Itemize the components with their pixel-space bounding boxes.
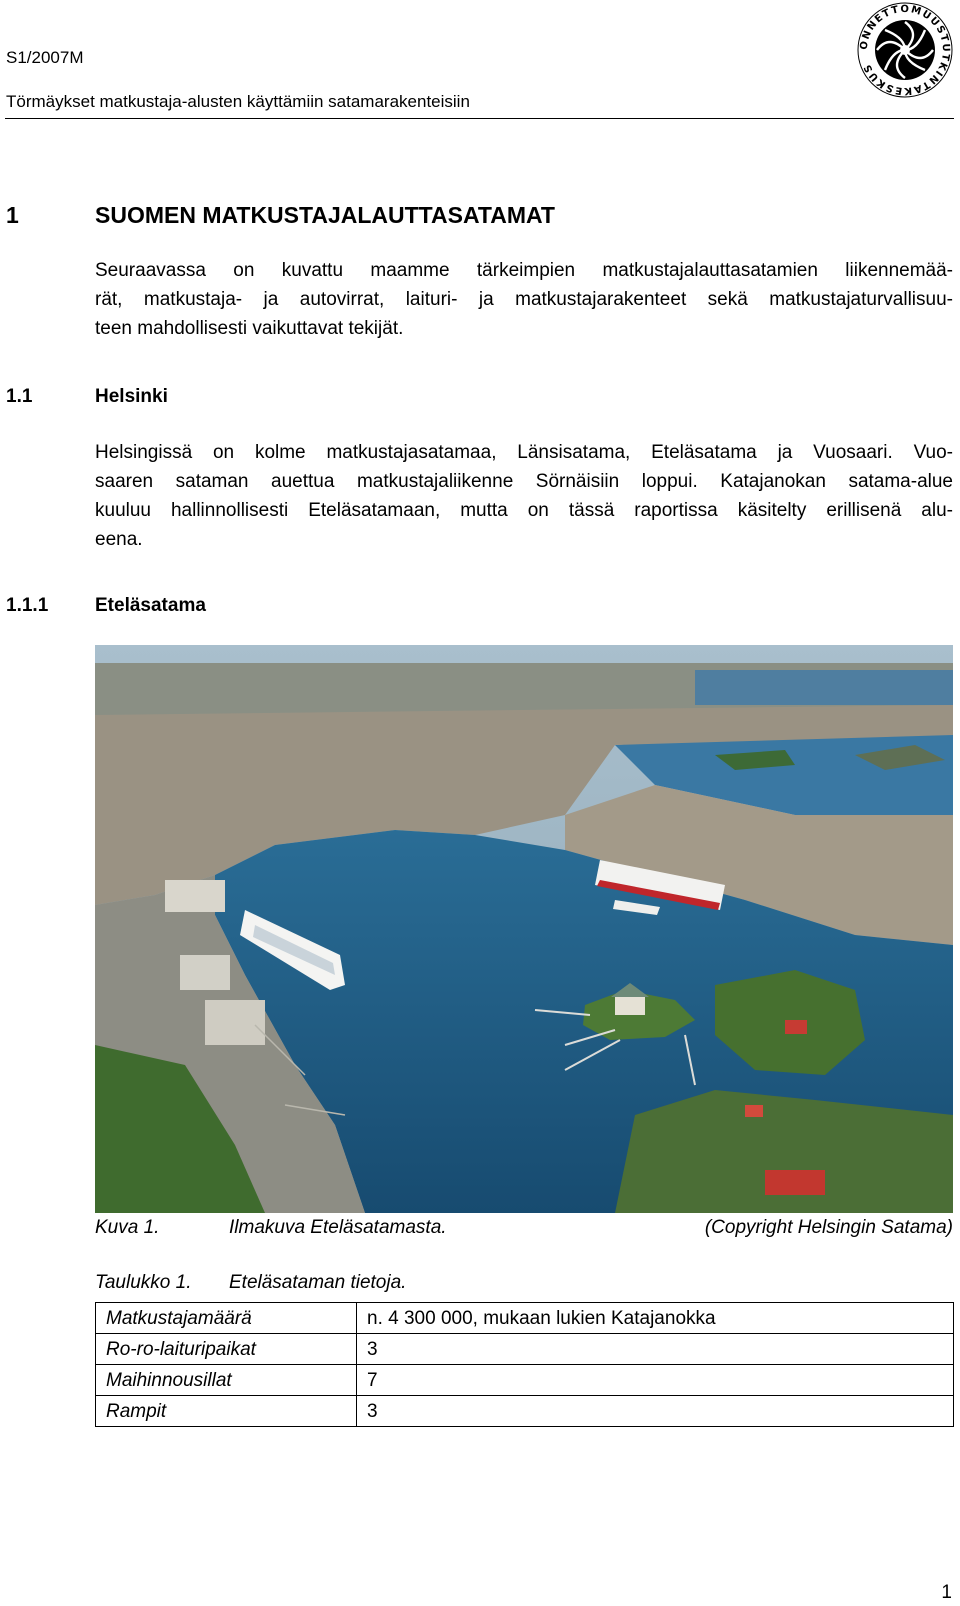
table-value: 7 bbox=[357, 1365, 954, 1396]
section-1-number: 1 bbox=[6, 202, 19, 228]
paragraph-line: Seuraavassa on kuvattu maamme tärkeimpien matkustajalauttasatamien liikennemää- bbox=[95, 260, 953, 281]
figure-copyright: (Copyright Helsingin Satama) bbox=[704, 1217, 953, 1238]
section-1-1-number: 1.1 bbox=[6, 386, 33, 407]
table-row bbox=[96, 1303, 954, 1334]
table-row bbox=[96, 1396, 954, 1427]
section-1-heading: SUOMEN MATKUSTAJALAUTTASATAMAT bbox=[95, 202, 555, 228]
paragraph-line: eena. bbox=[95, 529, 143, 550]
aerial-harbour-illustration bbox=[95, 645, 953, 1213]
section-1-paragraph bbox=[95, 256, 953, 343]
table-row bbox=[96, 1365, 954, 1396]
paragraph-line: Helsingissä on kolme matkustajasatamaa, Länsisatama, Eteläsatama ja Vuosaari. Vuo- bbox=[95, 442, 953, 463]
table-key: Maihinnousillat bbox=[96, 1365, 357, 1396]
table-value: n. 4 300 000, mukaan lukien Katajanokka bbox=[357, 1303, 954, 1334]
document-code: S1/2007M bbox=[6, 48, 84, 67]
header-divider bbox=[5, 118, 954, 119]
logo-ring-text: ONNETTOMUUSTUTKINTAKESKUS bbox=[858, 3, 952, 97]
page-number: 1 bbox=[941, 1582, 952, 1603]
agency-seal-icon bbox=[855, 0, 955, 100]
table-key: Ro-ro-laituripaikat bbox=[96, 1334, 357, 1365]
table-value: 3 bbox=[357, 1396, 954, 1427]
table-key: Matkustajamäärä bbox=[96, 1303, 357, 1334]
table-value: 3 bbox=[357, 1334, 954, 1365]
paragraph-line: saaren sataman auettua matkustajaliikenne Sörnäisiin loppui. Katajanokan satama-alue bbox=[95, 471, 953, 492]
section-1-1-heading: Helsinki bbox=[95, 386, 168, 407]
table-label: Taulukko 1. bbox=[95, 1272, 192, 1293]
table-row bbox=[96, 1334, 954, 1365]
agency-logo bbox=[855, 0, 955, 100]
section-1-1-paragraph bbox=[95, 438, 953, 554]
table-title: Eteläsataman tietoja. bbox=[229, 1272, 407, 1293]
paragraph-line: teen mahdollisesti vaikuttavat tekijät. bbox=[95, 318, 404, 339]
paragraph-line: kuuluu hallinnollisesti Eteläsatamaan, mutta on tässä raportissa käsitelty erillisenä alu- bbox=[95, 500, 953, 521]
paragraph-line: rät, matkustaja- ja autovirrat, laituri- ja matkustajarakenteet sekä matkustajaturvallisuu- bbox=[95, 289, 953, 310]
table-key: Rampit bbox=[96, 1396, 357, 1427]
harbour-info-table bbox=[95, 1302, 954, 1427]
figure-text: Ilmakuva Eteläsatamasta. bbox=[229, 1217, 447, 1238]
section-1-1-1-heading: Eteläsatama bbox=[95, 595, 206, 616]
aerial-harbour-photo bbox=[95, 645, 953, 1213]
section-1-1-1-number: 1.1.1 bbox=[6, 595, 49, 616]
figure-label: Kuva 1. bbox=[95, 1217, 160, 1238]
document-title: Törmäykset matkustaja-alusten käyttämiin satamarakenteisiin bbox=[6, 92, 470, 111]
